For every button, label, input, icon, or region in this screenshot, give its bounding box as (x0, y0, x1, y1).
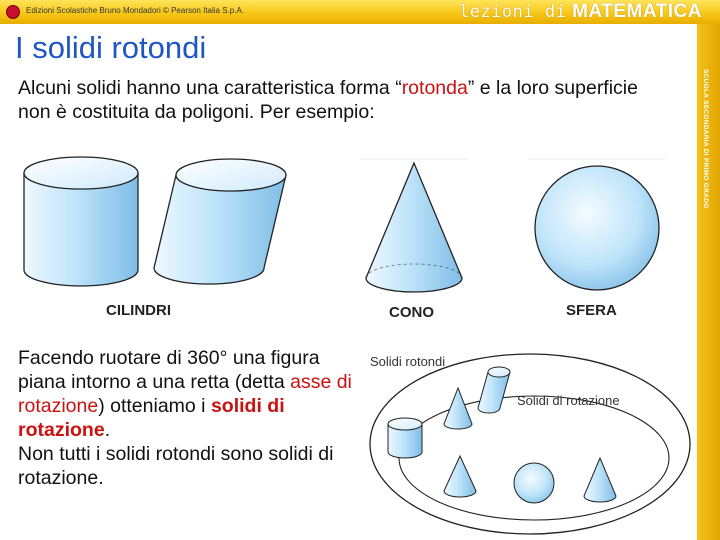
sphere-small (514, 463, 554, 503)
cone-illustration (360, 158, 470, 298)
side-bar (697, 24, 720, 540)
cone-label: CONO (389, 304, 434, 321)
cylinders-label: CILINDRI (106, 302, 171, 319)
cone-small-3 (584, 458, 616, 502)
p1-before: Facendo ruotare di 360° una figura piana intorno a una retta (detta (18, 347, 320, 393)
publisher-logo-icon (6, 5, 20, 19)
intro-highlight: rotonda (401, 77, 468, 99)
paragraph-note: Non tutti i solidi rotondi sono solidi di rotazione. (18, 443, 334, 489)
intro-after: ” e la loro superficie non è costituita da poligoni. Per esempio: (18, 77, 638, 123)
rotation-solids-label: Solidi di rotazione (517, 393, 620, 408)
brand-prefix: lezioni di (458, 2, 567, 22)
cone-small-2 (444, 456, 476, 497)
p1-end: . (104, 419, 111, 441)
round-solids-label: Solidi rotondi (370, 354, 446, 369)
publisher-text: Edizioni Scolastiche Bruno Mondadori © Pearson Italia S.p.A. (26, 6, 245, 15)
sphere-illustration (528, 158, 668, 298)
explanation-text (18, 346, 363, 490)
solids-classification-diagram (362, 346, 697, 540)
straight-cylinder (24, 157, 138, 286)
solids-of-rotation-term: solidi di rotazione (18, 395, 285, 441)
brand-main: MATEMATICA (572, 1, 702, 22)
page-title: I solidi rotondi (15, 30, 207, 65)
intro-text (18, 76, 658, 124)
paragraph-rotation (18, 346, 363, 442)
sphere-label: SFERA (566, 302, 617, 319)
p1-middle: ) otteniamo i (98, 395, 211, 417)
oblique-cylinder (154, 159, 286, 284)
top-bar (0, 0, 720, 24)
cylinders-illustration (12, 148, 297, 296)
sidebar-text: SCUOLA SECONDARIA DI PRIMO GRADO (702, 69, 709, 209)
cylinder-small (388, 418, 422, 458)
oblique-cylinder-small (478, 367, 510, 413)
brand-title (459, 1, 702, 23)
intro-before: Alcuni solidi hanno una caratteristica forma “ (18, 77, 402, 99)
axis-of-rotation-term: asse di rotazione (18, 371, 352, 417)
cone-small-1 (444, 388, 472, 429)
